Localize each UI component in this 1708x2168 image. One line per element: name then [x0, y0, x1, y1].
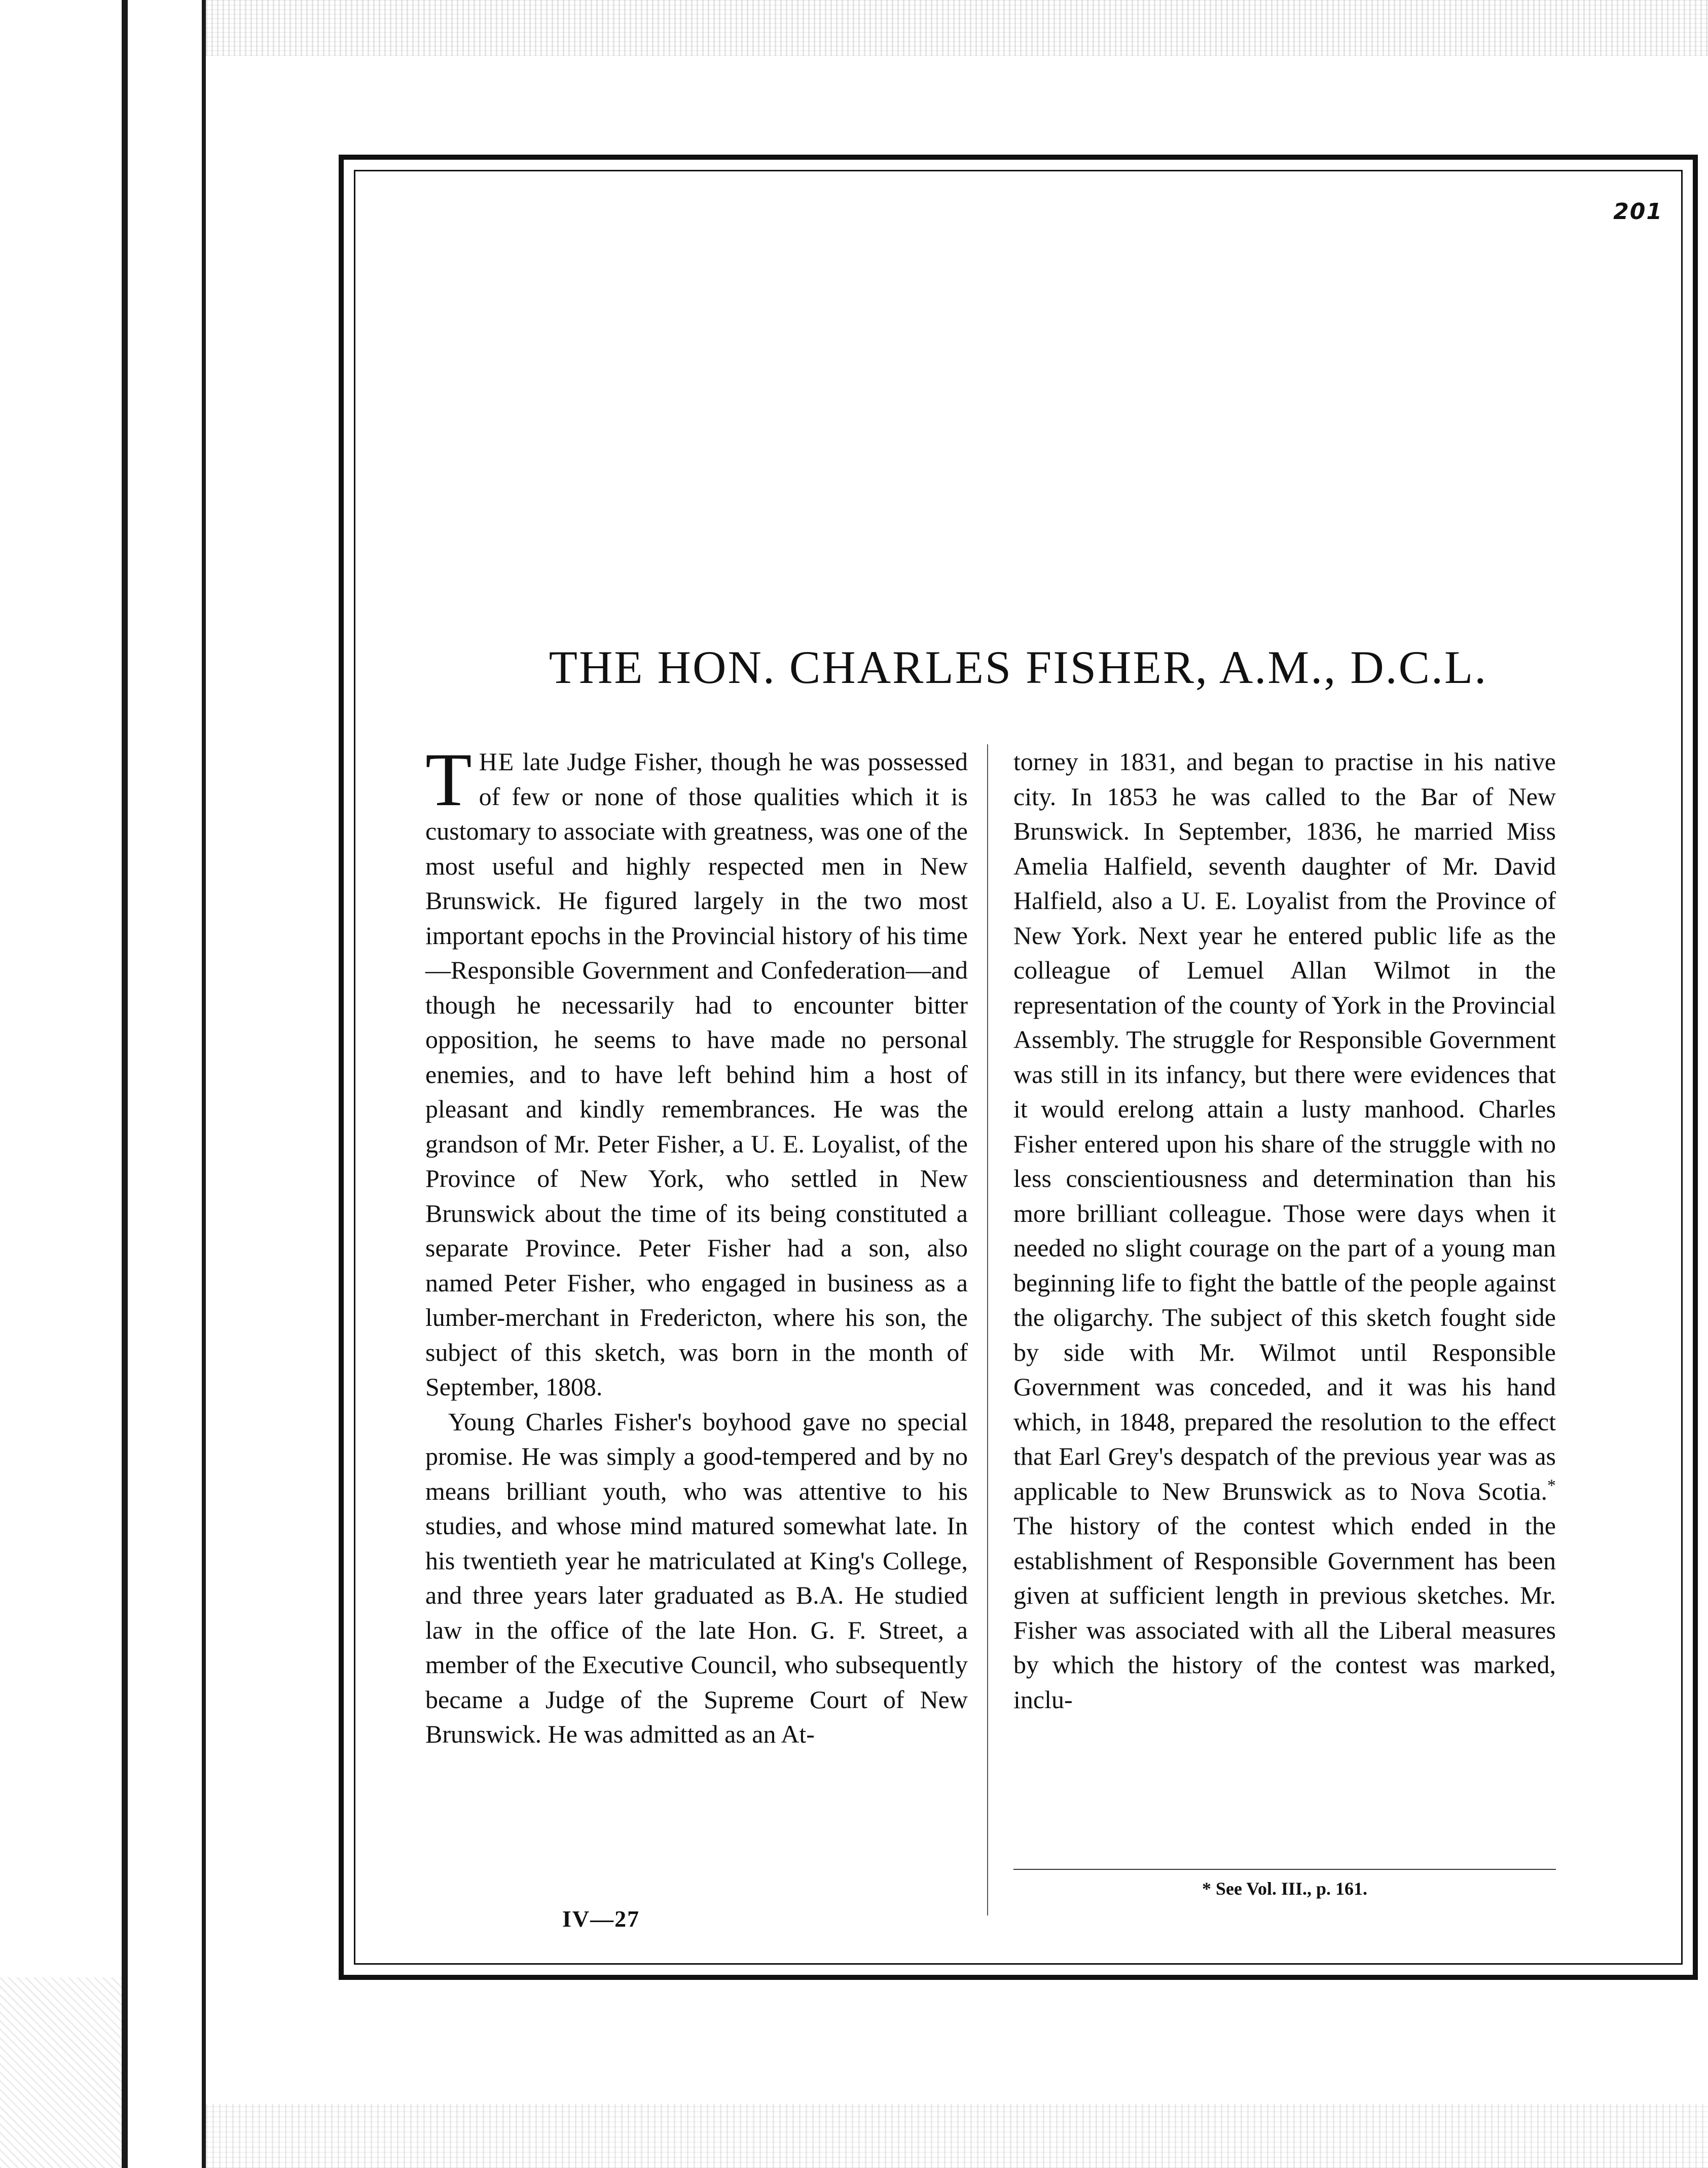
page-frame-inner: [354, 170, 1683, 1965]
signature-mark: IV—27: [562, 1906, 640, 1932]
drop-cap: T: [425, 738, 472, 822]
footnote-marker: *: [1547, 1475, 1556, 1495]
article-body: [425, 738, 1591, 1932]
footnote-rule: [1013, 1869, 1556, 1870]
paragraph-2-continued-tail: The history of the contest which ended in the establishment of Responsible Government has been given at sufficient length in previous sketches. Mr. Fisher was associated with all the Liberal measures by which the history of the contest was marked, inclu-: [1013, 1511, 1556, 1714]
article-title: THE HON. CHARLES FISHER, A.M., D.C.L.: [549, 641, 1488, 693]
paragraph-2-continued-text: torney in 1831, and began to practise in his native city. In 1853 he was called to the Bar of New Brunswick. In September, 1836, he married Miss Amelia Halfield, seventh daughter of Mr. David Halfield, also a U. E. Loyalist from the Province of New York. Next year he entered public life as the colleague of Lemuel Allan Wilmot in the representation of the county of York in the Provincial Assembly. The struggle for Responsible Government was still in its infancy, but there were evidences that it would erelong attain a lusty manhood. Charles Fisher entered upon his share of the struggle with no less conscientiousness and determination than his more brilliant colleague. Those were days when it needed no slight courage on the part of a young man beginning life to fight the battle of the people against the oligarchy. The subject of this sketch fought side by side with Mr. Wilmot until Responsible Government was conceded, and it was his hand which, in 1848, prepared the resolution to the effect that Earl Grey's despatch of the previous year was as applicable to New Brunswick as to Nova Scotia.: [1013, 747, 1556, 1505]
paragraph-2: Young Charles Fisher's boyhood gave no special promise. He was simply a good-tempered and by no means brilliant youth, who was attentive to his studies, and whose mind matured somewhat late. In his twentieth year he matriculated at King's College, and three years later graduated as B.A. He studied law in the office of the late Hon. G. F. Street, a member of the Executive Council, who subsequently became a Judge of the Supreme Court of New Brunswick. He was admitted as an At-: [425, 1407, 968, 1748]
page-frame: [339, 155, 1698, 1980]
right-column: [1013, 744, 1556, 1717]
footnote: * See Vol. III., p. 161.: [1202, 1878, 1368, 1899]
scan-noise-top: [206, 0, 1708, 56]
paragraph-2-continued: [1013, 744, 1556, 1717]
column-divider: [987, 744, 988, 1916]
binding-rule-left: [122, 0, 128, 2168]
scan-noise-bottom: [206, 2104, 1708, 2168]
paragraph-1: [425, 738, 968, 1404]
first-word-rest: HE: [479, 747, 515, 776]
binding-rule-right: [202, 0, 206, 2168]
page-number: 201: [1613, 199, 1663, 225]
paragraph-1-text: late Judge Fisher, though he was possessed of few or none of those qualities which it is customary to associate with greatness, was one of the most useful and highly respected men in New Brunswick. He figured largely in the two most important epochs in the Provincial history of his time—Responsible Government and Confederation—and though he necessarily had to encounter bitter opposition, he seems to have made no personal enemies, and to have left behind him a host of pleasant and kindly remembrances. He was the grandson of Mr. Peter Fisher, a U. E. Loyalist, of the Province of New York, who settled in New Brunswick about the time of its being constituted a separate Province. Peter Fisher had a son, also named Peter Fisher, who engaged in business as a lumber-merchant in Fredericton, where his son, the subject of this sketch, was born in the month of September, 1808.: [425, 747, 968, 1401]
scan-noise-left: [0, 1977, 122, 2168]
left-column: [425, 738, 968, 1752]
